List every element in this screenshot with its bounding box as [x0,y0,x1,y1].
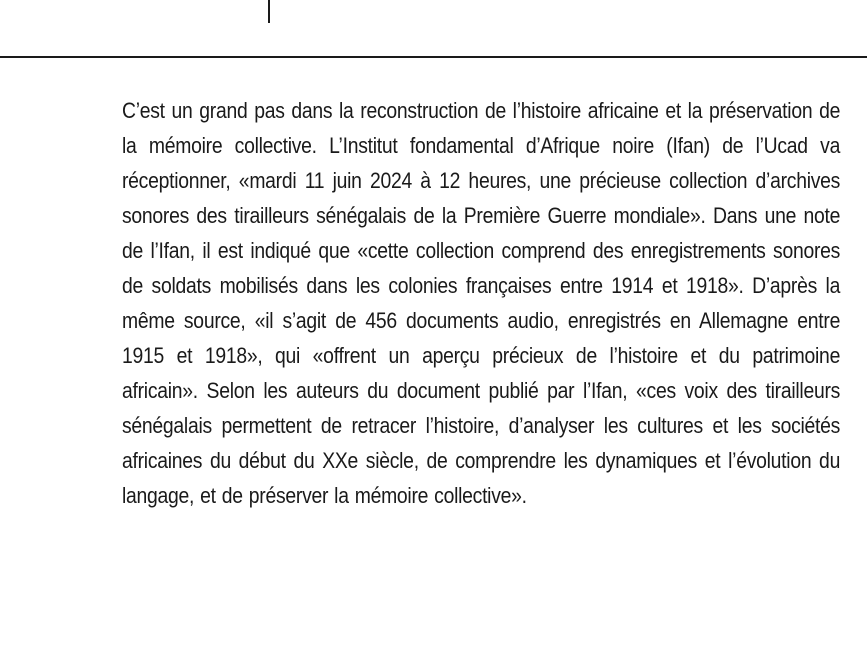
column-marker [268,0,270,23]
article-paragraph: C’est un grand pas dans la reconstruction de l’histoire africaine et la préservation de la mémoire collective. L’Institut fondamental d’Afrique noire (Ifan) de l’Ucad va réceptionner, «mardi 11 juin 2024 à 12 heures, une précieuse collection d’archives sonores des tirailleurs sénégalais de la Première Guerre mondiale». Dans une note de l’Ifan, il est indiqué que «cette collection comprend des enregistrements sonores de soldats mobilisés dans les colonies françaises entre 1914 et 1918». D’après la même source, «il s’agit de 456 documents audio, enregistrés en Allemagne entre 1915 et 1918», qui «offrent un aperçu précieux de l’histoire et du patrimoine africain». Selon les auteurs du document publié par l’Ifan, «ces voix des tirailleurs sénégalais permettent de retracer l’histoire, d’analyser les cultures et les sociétés africaines du début du XXe siècle, de comprendre les dynamiques et l’évolution du langage, et de préserver la mémoire collective». [122,98,841,508]
header-divider [0,56,867,58]
